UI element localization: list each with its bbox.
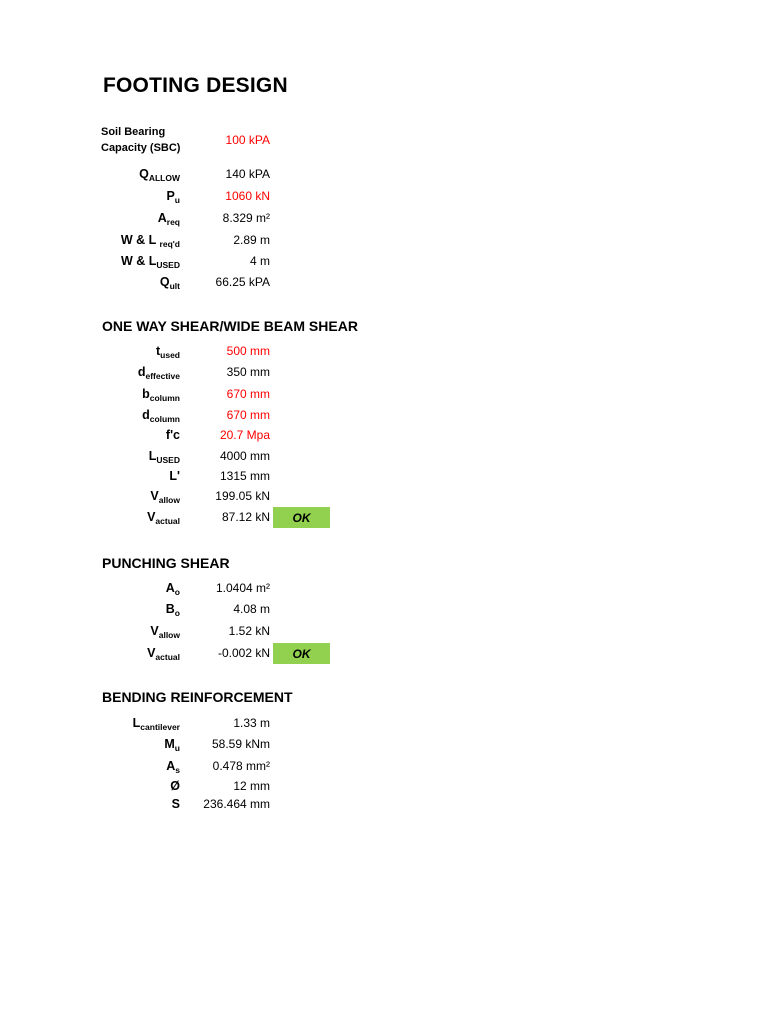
data-row <box>0 469 768 489</box>
row-value: 58.59 kNm <box>211 737 270 751</box>
row-label-symbol: b <box>142 387 150 401</box>
row-label <box>150 624 180 638</box>
data-row <box>0 510 768 530</box>
data-row <box>0 408 768 428</box>
status-badge: OK <box>273 507 330 528</box>
row-value: 1060 kN <box>225 189 270 203</box>
row-label-symbol: B <box>165 602 175 616</box>
row-label-subscript: req <box>166 217 180 227</box>
data-row <box>0 759 768 779</box>
row-value: 1.33 m <box>233 716 270 730</box>
data-row <box>0 624 768 644</box>
row-value: 500 mm <box>226 344 270 358</box>
data-row <box>0 254 768 274</box>
row-label-subscript: u <box>174 743 180 753</box>
bending-title: BENDING REINFORCEMENT <box>102 689 293 705</box>
row-label <box>139 167 180 181</box>
row-label-symbol: Q <box>159 275 170 289</box>
row-value: 350 mm <box>226 365 270 379</box>
row-value: 20.7 Mpa <box>219 428 270 442</box>
row-label-symbol: V <box>147 646 156 660</box>
row-label-symbol: d <box>142 408 150 422</box>
row-label-subscript: u <box>174 195 180 205</box>
data-row <box>0 233 768 253</box>
row-value: 4000 mm <box>219 449 270 463</box>
data-row <box>0 344 768 364</box>
row-value: 199.05 kN <box>215 489 270 503</box>
row-label <box>149 449 180 463</box>
row-label-subscript: USED <box>156 455 180 465</box>
row-label-symbol: P <box>166 189 175 203</box>
data-row <box>0 167 768 187</box>
row-label-symbol: A <box>166 759 176 773</box>
row-label-subscript: cantilever <box>140 722 180 732</box>
row-value: 4 m <box>249 254 270 268</box>
row-label <box>164 737 180 751</box>
data-row <box>0 646 768 666</box>
row-label-symbol: L' <box>169 469 180 483</box>
row-label-symbol: W & L <box>120 254 157 268</box>
row-label <box>121 254 180 268</box>
row-label-subscript: allow <box>158 495 180 505</box>
row-value: 670 mm <box>226 387 270 401</box>
data-row <box>0 275 768 295</box>
row-label-subscript: used <box>160 350 180 360</box>
row-label <box>169 469 180 483</box>
one-way-shear-title: ONE WAY SHEAR/WIDE BEAM SHEAR <box>102 318 358 334</box>
row-label-symbol: A <box>165 581 175 595</box>
data-row <box>0 449 768 469</box>
row-label-symbol: V <box>147 510 156 524</box>
row-label <box>121 233 180 247</box>
data-row <box>0 365 768 385</box>
row-label <box>160 275 180 289</box>
row-value: 1315 mm <box>219 469 270 483</box>
row-label-subscript: actual <box>155 652 180 662</box>
row-value: -0.002 kN <box>217 646 270 660</box>
row-label <box>147 646 180 660</box>
data-row <box>0 581 768 601</box>
row-label-symbol: d <box>137 365 146 379</box>
row-value: 1.0404 m² <box>215 581 270 595</box>
row-label-symbol: f'c <box>165 428 180 442</box>
data-row <box>0 779 768 799</box>
sbc-label-line2: Capacity (SBC) <box>101 142 181 154</box>
row-label-symbol: A <box>157 211 167 225</box>
data-row <box>0 387 768 407</box>
data-row <box>0 716 768 736</box>
row-label <box>147 510 180 524</box>
data-row <box>0 428 768 448</box>
row-label-subscript: ALLOW <box>148 173 180 183</box>
row-label-subscript: o <box>174 608 180 618</box>
sbc-label-line1: Soil Bearing <box>101 126 166 138</box>
row-label <box>166 759 180 773</box>
row-label-symbol: V <box>150 489 159 503</box>
row-value: 140 kPA <box>225 167 270 181</box>
row-value: 12 mm <box>233 779 270 793</box>
sbc-value: 100 kPA <box>225 133 270 147</box>
row-label-subscript: USED <box>156 260 180 270</box>
sbc-row <box>0 133 768 153</box>
row-value: 0.478 mm² <box>212 759 270 773</box>
row-label-subscript: o <box>174 587 180 597</box>
row-label-symbol: Q <box>139 167 149 181</box>
row-value: 4.08 m <box>233 602 270 616</box>
row-value: 670 mm <box>226 408 270 422</box>
row-label <box>172 797 180 811</box>
row-label <box>156 344 180 358</box>
row-label <box>166 581 180 595</box>
row-label-subscript: actual <box>155 516 180 526</box>
data-row <box>0 602 768 622</box>
row-value: 1.52 kN <box>228 624 270 638</box>
punching-shear-title: PUNCHING SHEAR <box>102 555 230 571</box>
row-label-subscript: column <box>149 414 180 424</box>
row-value: 66.25 kPA <box>215 275 270 289</box>
data-row <box>0 489 768 509</box>
row-label <box>166 189 180 203</box>
row-label-symbol: t <box>155 344 161 358</box>
row-label-symbol: W & L <box>120 233 160 247</box>
row-label-symbol: V <box>150 624 159 638</box>
data-row <box>0 189 768 209</box>
row-label <box>142 387 180 401</box>
row-label-subscript: req'd <box>159 239 180 249</box>
row-value: 2.89 m <box>233 233 270 247</box>
row-label-subscript: ult <box>169 281 180 291</box>
row-label <box>166 602 180 616</box>
row-label-subscript: column <box>149 393 180 403</box>
page-title: FOOTING DESIGN <box>103 74 288 97</box>
row-label-symbol: S <box>171 797 180 811</box>
row-label-subscript: allow <box>158 630 180 640</box>
row-label <box>138 365 180 379</box>
data-row <box>0 797 768 817</box>
row-label-symbol: M <box>164 737 175 751</box>
row-value: 87.12 kN <box>221 510 270 524</box>
row-label <box>170 779 180 793</box>
row-label-subscript: effective <box>145 371 180 381</box>
row-label <box>142 408 180 422</box>
row-label <box>133 716 180 730</box>
row-label-symbol: L <box>132 716 141 730</box>
row-label-symbol: Ø <box>170 779 180 793</box>
status-badge: OK <box>273 643 330 664</box>
row-label-symbol: L <box>148 449 157 463</box>
row-value: 236.464 mm <box>203 797 270 811</box>
data-row <box>0 211 768 231</box>
row-label <box>158 211 180 225</box>
row-label <box>150 489 180 503</box>
row-label-subscript: s <box>175 765 180 775</box>
row-value: 8.329 m² <box>222 211 270 225</box>
data-row <box>0 737 768 757</box>
row-label <box>166 428 180 442</box>
